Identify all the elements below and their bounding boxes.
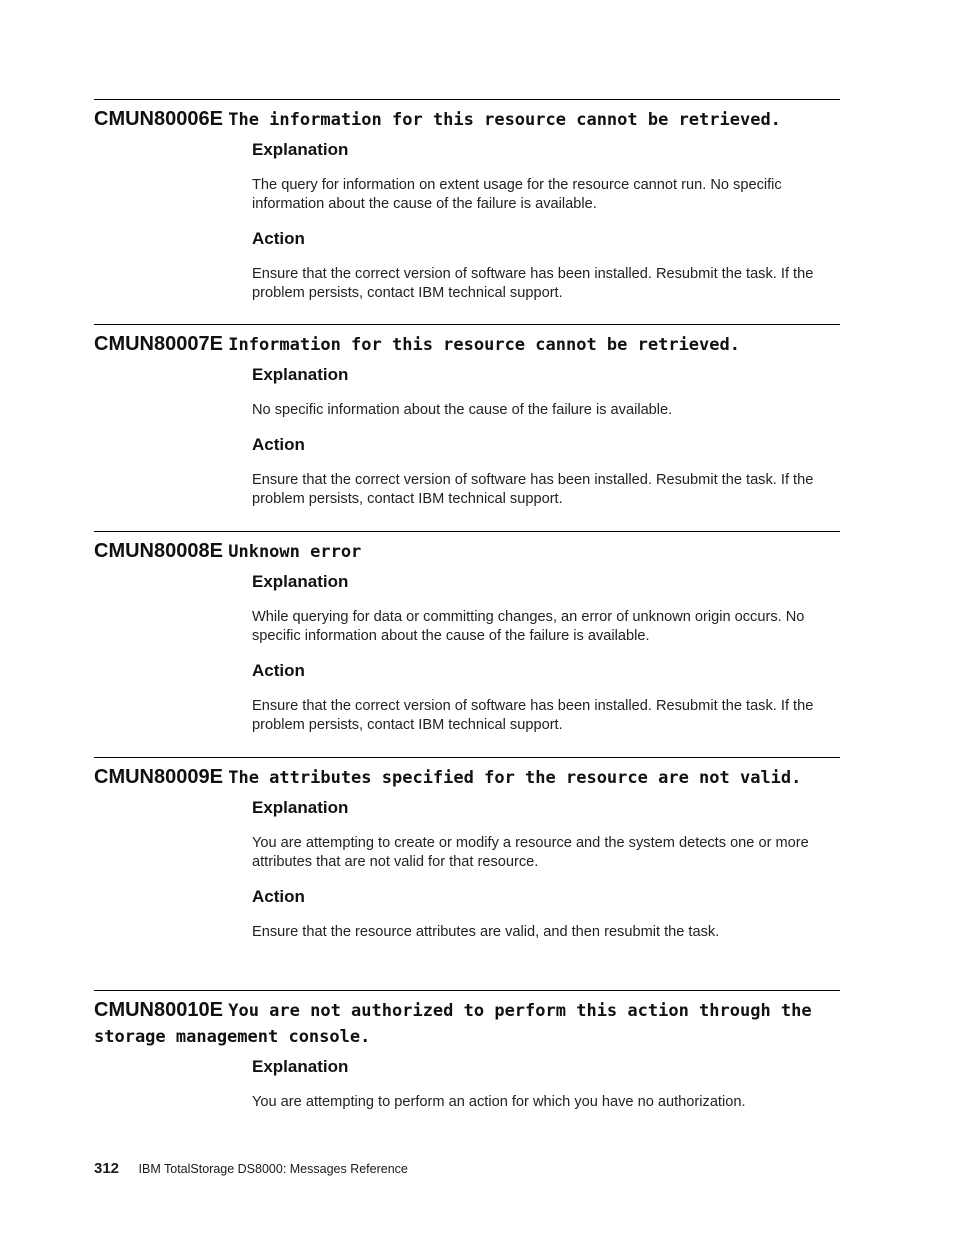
book-title: IBM TotalStorage DS8000: Messages Reference [138,1162,408,1176]
section-divider [94,324,840,325]
action-text: Ensure that the correct version of software has been installed. Resubmit the task. If the problem persists, contact IBM technical support. [252,472,814,507]
action-text: Ensure that the correct version of software has been installed. Resubmit the task. If the problem persists, contact IBM technical support. [252,698,814,733]
explanation-heading: Explanation [252,1057,349,1076]
message-text: The information for this resource cannot be retrieved. [228,110,781,130]
message-entry [94,324,840,523]
explanation-heading: Explanation [252,572,349,591]
explanation-heading: Explanation [252,365,349,384]
message-entry [94,757,840,956]
explanation-text: While querying for data or committing changes, an error of unknown origin occurs. No specific information about the cause of the failure is available. [252,609,805,644]
explanation-text: You are attempting to create or modify a resource and the system detects one or more attributes that are not valid for that resource. [252,835,809,870]
explanation-heading: Explanation [252,798,349,817]
message-body [252,797,840,942]
message-body [252,364,840,509]
message-entry [94,99,840,317]
message-title [94,106,840,133]
message-id: CMUN80009E [94,766,223,788]
message-id: CMUN80007E [94,333,223,355]
message-id: CMUN80010E [94,999,223,1021]
action-heading: Action [252,435,305,454]
message-entry [94,531,840,749]
message-title [94,331,840,358]
message-text: Unknown error [228,542,362,562]
message-text: You are not authorized to perform this action through the storage management console. [94,1001,812,1047]
message-text: The attributes specified for the resource are not valid. [228,768,802,788]
section-divider [94,531,840,532]
message-body [252,139,840,303]
message-id: CMUN80006E [94,108,223,130]
action-text: Ensure that the correct version of software has been installed. Resubmit the task. If the problem persists, contact IBM technical support. [252,266,814,301]
message-entry [94,990,840,1126]
explanation-text: The query for information on extent usage for the resource cannot run. No specific information about the cause of the failure is available. [252,177,782,212]
explanation-text: No specific information about the cause of the failure is available. [252,402,673,418]
explanation-heading: Explanation [252,140,349,159]
message-title [94,764,840,791]
action-heading: Action [252,661,305,680]
section-divider [94,99,840,100]
message-text: Information for this resource cannot be retrieved. [228,335,740,355]
message-body [252,571,840,735]
message-title [94,538,840,565]
action-heading: Action [252,887,305,906]
explanation-text: You are attempting to perform an action for which you have no authorization. [252,1094,746,1110]
page-footer [94,1160,408,1177]
message-id: CMUN80008E [94,540,223,562]
section-divider [94,757,840,758]
page-number: 312 [94,1160,120,1177]
action-heading: Action [252,229,305,248]
message-title [94,997,840,1050]
message-body [252,1056,840,1112]
section-divider [94,990,840,991]
action-text: Ensure that the resource attributes are valid, and then resubmit the task. [252,924,720,940]
